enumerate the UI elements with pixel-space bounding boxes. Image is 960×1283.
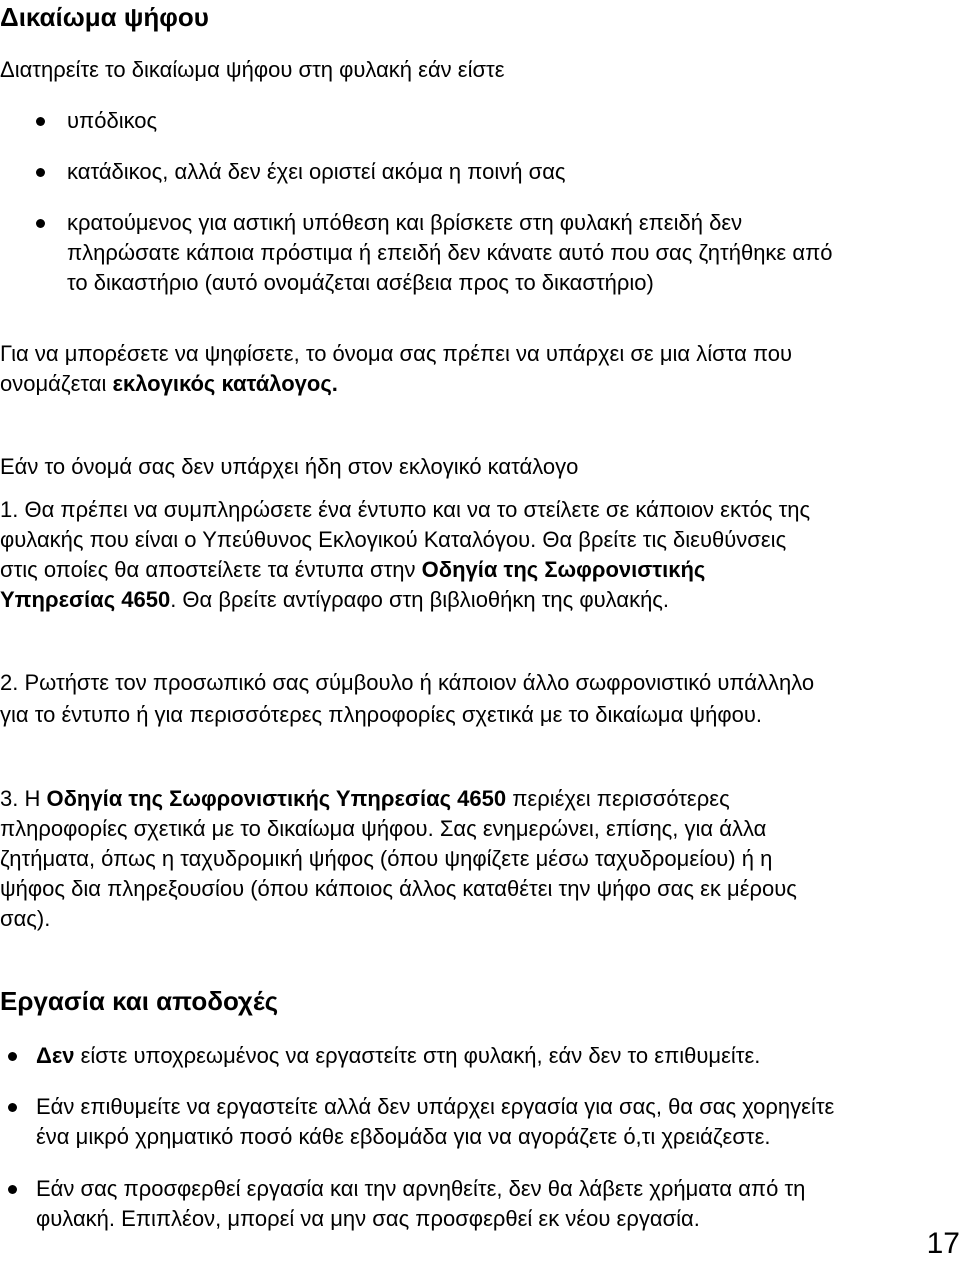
bold-term: Οδηγία της Σωφρονιστικής Υπηρεσίας 4650 [46,786,507,811]
numbered-item-line [0,782,730,815]
bold-term: Υπηρεσίας 4650 [0,587,171,612]
item-text: περιέχει περισσότερες [506,786,730,811]
bullet-icon [8,1103,17,1112]
intro-text: Διατηρείτε το δικαίωμα ψήφου στη φυλακή εάν είστε [0,57,505,82]
bullet-item-line: Εάν σας προσφερθεί εργασία και την αρνηθείτε, δεν θα λάβετε χρήματα από τη [36,1176,806,1201]
bullet-icon [36,168,45,177]
bullet-icon [36,117,45,126]
section-title-voting: Δικαίωμα ψήφου [0,2,209,32]
numbered-item-line [0,583,669,616]
bullet-item-line: κρατούμενος για αστική υπόθεση και βρίσκετε στη φυλακή επειδή δεν [67,210,743,235]
page-number: 17 [926,1227,960,1260]
numbered-item-line: ζητήματα, όπως η ταχυδρομική ψήφος (όπου ψηφίζετε μέσω ταχυδρομείου) ή η [0,846,773,871]
section-title-work: Εργασία και αποδοχές [0,986,279,1016]
numbered-item-line [0,553,705,586]
item-text: . Θα βρείτε αντίγραφο στη βιβλιοθήκη της φυλακής. [170,587,670,612]
bullet-item-line: Εάν επιθυμείτε να εργαστείτε αλλά δεν υπάρχει εργασία για σας, θα σας χορηγείτε [36,1094,835,1119]
bold-term: εκλογικός κατάλογος. [112,371,338,396]
bullet-icon [8,1185,17,1194]
paragraph-line [0,367,338,400]
item-text: στις οποίες θα αποστείλετε τα έντυπα στην [0,557,422,582]
bullet-item: κατάδικος, αλλά δεν έχει οριστεί ακόμα η ποινή σας [67,159,566,184]
numbered-item-line: ψήφος δια πληρεξουσίου (όπου κάποιος άλλος καταθέτει την ψήφο σας εκ μέρους [0,876,797,901]
numbered-item-line: 1. Θα πρέπει να συμπληρώσετε ένα έντυπο και να το στείλετε σε κάποιον εκτός της [0,497,811,522]
bullet-text: είστε υποχρεωμένος να εργαστείτε στη φυλακή, εάν δεν το επιθυμείτε. [74,1043,761,1068]
bullet-icon [8,1052,17,1061]
bullet-icon [36,219,45,228]
paragraph-line: Για να μπορέσετε να ψηφίσετε, το όνομα σας πρέπει να υπάρχει σε μια λίστα που [0,341,793,366]
paragraph-text: ονομάζεται [0,371,113,396]
bold-term: Οδηγία της Σωφρονιστικής [421,557,706,582]
item-text: 3. Η [0,786,47,811]
numbered-item-line: φυλακής που είναι ο Υπεύθυνος Εκλογικού Καταλόγου. Θα βρείτε τις διευθύνσεις [0,527,787,552]
bold-term: Δεν [36,1043,75,1068]
bullet-item-line: το δικαστήριο (αυτό ονομάζεται ασέβεια προς το δικαστήριο) [67,270,654,295]
bullet-item-line: ένα μικρό χρηματικό ποσό κάθε εβδομάδα για να αγοράζετε ό,τι χρειάζεστε. [36,1124,771,1149]
numbered-item-line: 2. Ρωτήστε τον προσωπικό σας σύμβουλο ή κάποιον άλλο σωφρονιστικό υπάλληλο [0,670,815,695]
subheading: Εάν το όνομά σας δεν υπάρχει ήδη στον εκλογικό κατάλογο [0,454,579,479]
bullet-item-line: πληρώσατε κάποια πρόστιμα ή επειδή δεν κάνατε αυτό που σας ζητήθηκε από [67,240,833,265]
numbered-item-line: πληροφορίες σχετικά με το δικαίωμα ψήφου. Σας ενημερώνει, επίσης, για άλλα [0,816,767,841]
bullet-item-line: φυλακή. Επιπλέον, μπορεί να μην σας προσφερθεί εκ νέου εργασία. [36,1206,700,1231]
numbered-item-line: για το έντυπο ή για περισσότερες πληροφορίες σχετικά με το δικαίωμα ψήφου. [0,702,762,727]
bullet-item [36,1039,760,1072]
bullet-item: υπόδικος [67,108,158,133]
numbered-item-line: σας). [0,906,51,931]
